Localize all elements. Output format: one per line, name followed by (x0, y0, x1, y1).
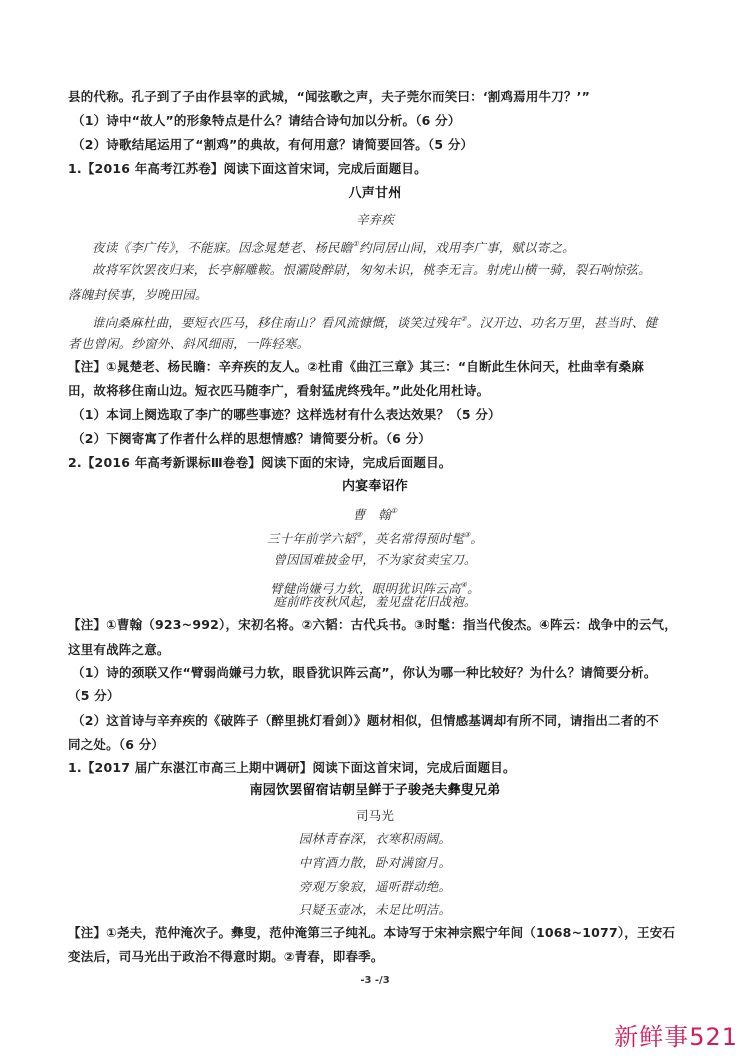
section1-poem-author: 辛弃疾 (355, 212, 395, 227)
poem-text: ，英名常得预时髦 (362, 531, 464, 546)
section3-poem-line-1: 园林青春深，衣寒积雨阔。 (298, 831, 452, 846)
section2-poem-line-1 (0, 527, 750, 547)
footnote-marker: ① (352, 240, 359, 248)
section1-stanza1-line2: 落魄封侯事，岁晚田园。 (68, 287, 208, 302)
footnote-marker: ② (355, 531, 363, 539)
footnote-marker: ① (390, 507, 398, 515)
intro-line: 县的代称。孔子到了子由作县宰的武城，“闻弦歌之声，夫子莞尔而笑曰：‘割鸡焉用牛刀？’” (68, 89, 591, 104)
section2-heading: 2.【2016 年高考新课标Ⅲ卷卷】阅读下面的宋诗，完成后面题目。 (68, 455, 452, 470)
watermark-number: 521 (689, 1023, 738, 1051)
watermark-text: 新鲜事 (614, 1023, 690, 1051)
section3-note-line1: 【注】①尧夫，范仲淹次子。彝叟，范仲淹第三子纯礼。本诗写于宋神宗熙宁年间（1068~1077），王安石 (68, 925, 676, 940)
footnote-marker: ③ (463, 531, 471, 539)
section1-stanza2-line1 (92, 311, 712, 331)
section3-heading: 1.【2017 届广东湛江市高三上期中调研】阅读下面这首宋词，完成后面题目。 (68, 760, 516, 775)
preface-text: 约同居山间，戏用李广事，赋以寄之。 (358, 240, 575, 255)
section3-poem-line-2: 中宵酒力散，卧对满窗月。 (298, 855, 452, 870)
poem-text: 。 (467, 581, 480, 596)
section1-question-1: （1）本词上阕选取了李广的哪些事迹？这样选材有什么表达效果？（5 分） (72, 407, 501, 422)
section3-poem-line-3: 旁观万象寂，遥听群动绝。 (298, 879, 452, 894)
footnote-marker: ④ (460, 581, 468, 589)
poem-text: 臂健尚嫌弓力软，眼明犹识阵云高 (270, 581, 461, 596)
section3-poem-title: 南园饮罢留宿诘朝呈鲜于子骏尧夫彝叟兄弟 (249, 783, 501, 798)
section2-question-2: （2）这首诗与辛弃疾的《破阵子（醉里挑灯看剑）》题材相似，但情感基调却有所不同，请指出二者的不 (72, 713, 659, 728)
prev-question-2: （2）诗歌结尾运用了“割鸡”的典故，有何用意？请简要回答。（5 分） (72, 137, 474, 152)
section2-poem-line-2: 曾因国难披金甲，不为家贫卖宝刀。 (273, 552, 477, 567)
watermark (614, 1017, 738, 1052)
section3-poem-line-4: 只疑玉壶冰，未足比明洁。 (298, 902, 452, 917)
section1-preface (92, 236, 712, 256)
stanza-text: 。汉开边、功名万里，甚当时、健 (466, 315, 658, 330)
section2-note-line1: 【注】①曹翰（923~992），宋初名将。②六韬：古代兵书。③时髦：指当代俊杰。④阵云：战争中的云气， (68, 617, 677, 632)
section1-note-line2: 田，故将移住南山边。短衣匹马随李广，看射猛虎终残年。”此处化用杜诗。 (68, 383, 490, 398)
section1-heading: 1.【2016 年高考江苏卷】阅读下面这首宋词，完成后面题目。 (68, 161, 427, 176)
stanza-text: 谁向桑麻杜曲，要短衣匹马，移住南山？看风流慷慨，谈笑过残年 (92, 315, 461, 330)
section1-stanza2-line2: 者也曾闲。纱窗外、斜风细雨，一阵轻寒。 (68, 336, 310, 351)
page-number: -3 -/3 (360, 975, 390, 986)
section3-poem-author: 司马光 (355, 808, 395, 823)
section1-note-line1: 【注】①晁楚老、杨民瞻：辛弃疾的友人。②杜甫《曲江三章》其三：“自断此生休问天，杜曲幸有桑麻 (68, 359, 645, 374)
prev-question-1: （1）诗中“故人”的形象特点是什么？请结合诗句加以分析。（6 分） (72, 113, 461, 128)
section2-note-line2: 这里有战阵之意。 (68, 642, 170, 657)
section1-question-2: （2）下阕寄寓了作者什么样的思想情感？请简要分析。（6 分） (72, 431, 431, 446)
section2-question-1: （1）诗的颈联又作“臂弱尚嫌弓力软，眼昏犹识阵云高”，你认为哪一种比较好？为什么？请简要分析。 (72, 665, 657, 680)
poem-text: 。 (470, 531, 484, 546)
author-name: 曹 翰 (352, 507, 391, 522)
section2-poem-line-4: 庭前昨夜秋风起，羞见盘花旧战袍。 (273, 594, 477, 609)
preface-text: 夜读《李广传》，不能寐。因念晁楚老、杨民瞻 (92, 240, 353, 255)
section1-poem-title: 八声甘州 (348, 186, 402, 201)
section2-question-1-cont: （5 分） (68, 688, 120, 703)
footnote-marker: ② (460, 315, 467, 323)
section1-stanza1-line1: 故将军饮罢夜归来，长亭解雕鞍。恨灞陵醉尉，匆匆未识，桃李无言。射虎山横一骑，裂石响惊弦。 (92, 262, 651, 277)
poem-text: 三十年前学六韬 (266, 531, 356, 546)
section3-note-line2: 变法后，司马光出于政治不得意时期。②青春，即春季。 (68, 949, 384, 964)
section2-poem-title: 内宴奉诏作 (341, 479, 408, 494)
section2-question-2-cont: 同之处。（6 分） (68, 737, 165, 752)
section2-poem-author (0, 503, 750, 523)
